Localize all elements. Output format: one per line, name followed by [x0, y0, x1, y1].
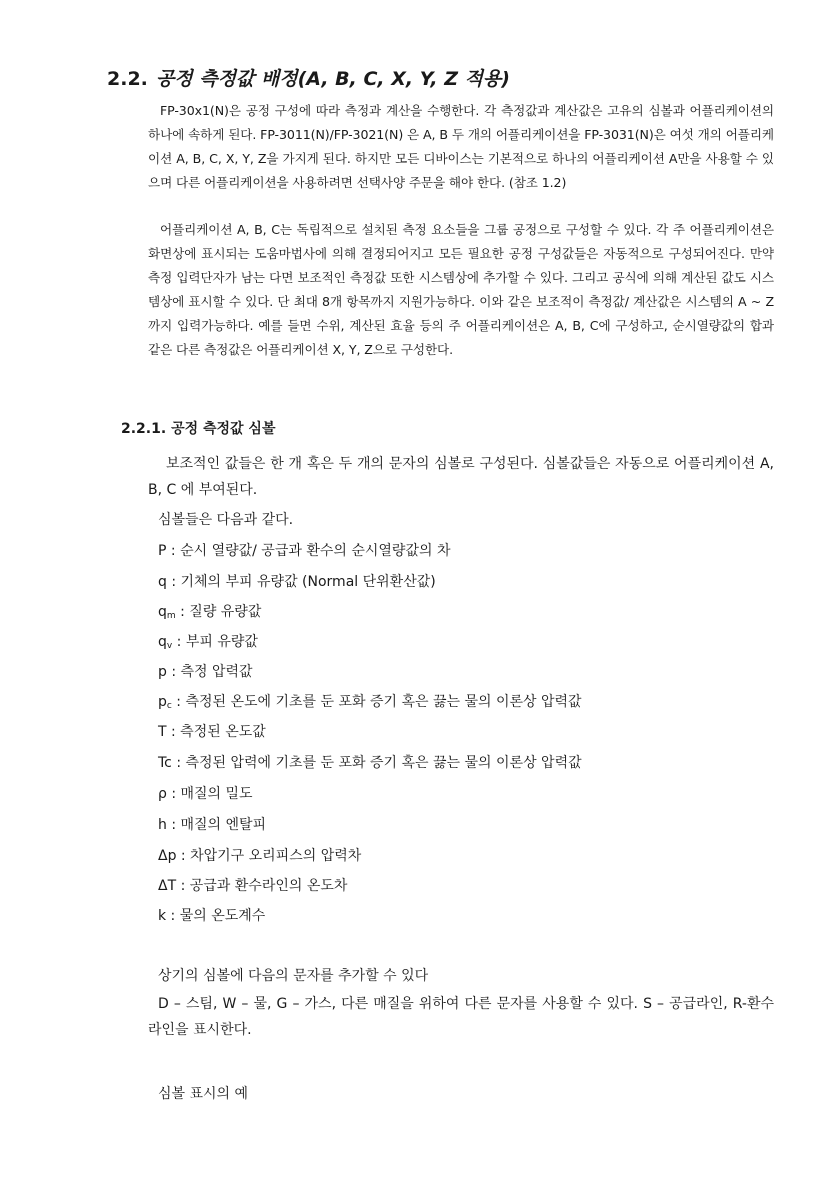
symbol-item [158, 632, 258, 656]
symbol-char: q [158, 634, 167, 650]
section-number: 2.2. [107, 68, 148, 90]
subsection-title: 공정 측정값 심볼 [171, 421, 276, 437]
subsection-heading [121, 418, 275, 438]
symbol-char: ΔT [158, 878, 177, 894]
symbol-intro-paragraph: 보조적인 값들은 한 개 혹은 두 개의 문자의 심볼로 구성된다. 심볼값들은 자동으로 어플리케이션 A, B, C 에 부여된다. [148, 456, 774, 498]
subsection-number: 2.2.1. [121, 421, 167, 437]
symbol-char: P [158, 543, 167, 559]
symbol-item [158, 722, 266, 746]
paragraph-intro: FP-30x1(N)은 공정 구성에 따라 측정과 계산을 수행한다. 각 측정값과 계산값은 고유의 심볼과 어플리케이션의 하나에 속하게 된다. FP-3011(N)/FP-3021(N) 은 A, B 두 개의 어플리케이션을 FP-3031(N)은 여섯 개의 어플리케이션 A, B, C, X, Y, Z을 가지게 된다. 하지만 모든 디바이스는 기본적으로 하나의 어플리케이션 A만을 사용할 수 있으며 다른 어플리케이션을 사용하려면 선택사양 주문을 해야 한다. (참조 1.2) [148, 103, 774, 190]
symbol-char: p [158, 664, 167, 680]
symbol-description: : 물의 온도계수 [166, 908, 266, 924]
symbol-char: ρ [158, 786, 167, 802]
symbol-item [158, 541, 450, 565]
symbol-item [158, 662, 253, 686]
symbol-item [158, 753, 582, 777]
symbol-description: : 측정 압력값 [166, 664, 253, 680]
symbol-item [158, 906, 265, 930]
example-heading: 심볼 표시의 예 [158, 1086, 249, 1102]
symbol-subscript: v [166, 641, 173, 651]
symbol-char: q [158, 604, 167, 620]
addition-paragraph: D – 스팀, W – 물, G – 가스, 다른 매질을 위하여 다른 문자를 사용할 수 있다. S – 공급라인, R-환수 라인을 표시한다. [148, 996, 774, 1038]
symbol-char: k [158, 908, 167, 924]
symbol-description: : 측정된 온도에 기초를 둔 포화 증기 혹은 끓는 물의 이론상 압력값 [171, 694, 582, 710]
symbols-heading: 심볼들은 다음과 같다. [158, 512, 294, 528]
symbol-description: : 측정된 압력에 기초를 둔 포화 증기 혹은 끓는 물의 이론상 압력값 [171, 755, 582, 771]
symbol-item [158, 572, 436, 596]
symbol-description: : 측정된 온도값 [166, 724, 266, 740]
symbol-item [158, 692, 582, 716]
section-title: 공정 측정값 배정(A, B, C, X, Y, Z 적용) [155, 68, 510, 90]
symbol-char: q [158, 574, 167, 590]
symbol-item [158, 602, 261, 626]
addition-heading: 상기의 심볼에 다음의 문자를 추가할 수 있다 [158, 968, 429, 984]
symbol-description: : 매질의 밀도 [166, 786, 253, 802]
symbol-char: T [158, 724, 167, 740]
symbol-item [158, 876, 347, 900]
symbol-subscript: c [166, 701, 172, 711]
symbol-subscript: m [166, 611, 176, 621]
symbol-char: Δp [158, 848, 177, 864]
symbol-description: : 공급과 환수라인의 온도차 [176, 878, 348, 894]
symbol-description: : 질량 유량값 [175, 604, 262, 620]
section-heading [107, 64, 510, 91]
symbol-char: h [158, 817, 167, 833]
symbol-description: : 매질의 엔탈피 [166, 817, 267, 833]
symbol-char: Tc [158, 755, 172, 771]
symbol-item [158, 815, 266, 839]
symbol-item [158, 784, 253, 808]
symbol-description: : 부피 유량값 [172, 634, 258, 650]
symbol-description: : 차압기구 오리피스의 압력차 [176, 848, 362, 864]
symbol-char: p [158, 694, 167, 710]
symbol-description: : 순시 열량값/ 공급과 환수의 순시열량값의 차 [166, 543, 451, 559]
paragraph-applications: 어플리케이션 A, B, C는 독립적으로 설치된 측정 요소들을 그룹 공정으로 구성할 수 있다. 각 주 어플리케이션은 화면상에 표시되는 도움마법사에 의해 결정되어지고 모든 필요한 공정 구성값들은 자동적으로 구성되어진다. 만약 측정 입력단자가 남는 다면 보조적인 측정값 또한 시스템상에 추가할 수 있다. 그리고 공식에 의해 계산된 값도 시스템상에 표시할 수 있다. 단 최대 8개 항목까지 지원가능하다. 이와 같은 보조적이 측정값/ 계산값은 시스템의 A ~ Z까지 입력가능하다. 예를 들면 수위, 계산된 효율 등의 주 어플리케이션은 A, B, C에 구성하고, 순시열량값의 합과 같은 다른 측정값은 어플리케이션 X, Y, Z으로 구성한다. [148, 222, 774, 357]
symbol-description: : 기체의 부피 유량값 (Normal 단위환산값) [166, 574, 436, 590]
symbol-item [158, 846, 361, 870]
